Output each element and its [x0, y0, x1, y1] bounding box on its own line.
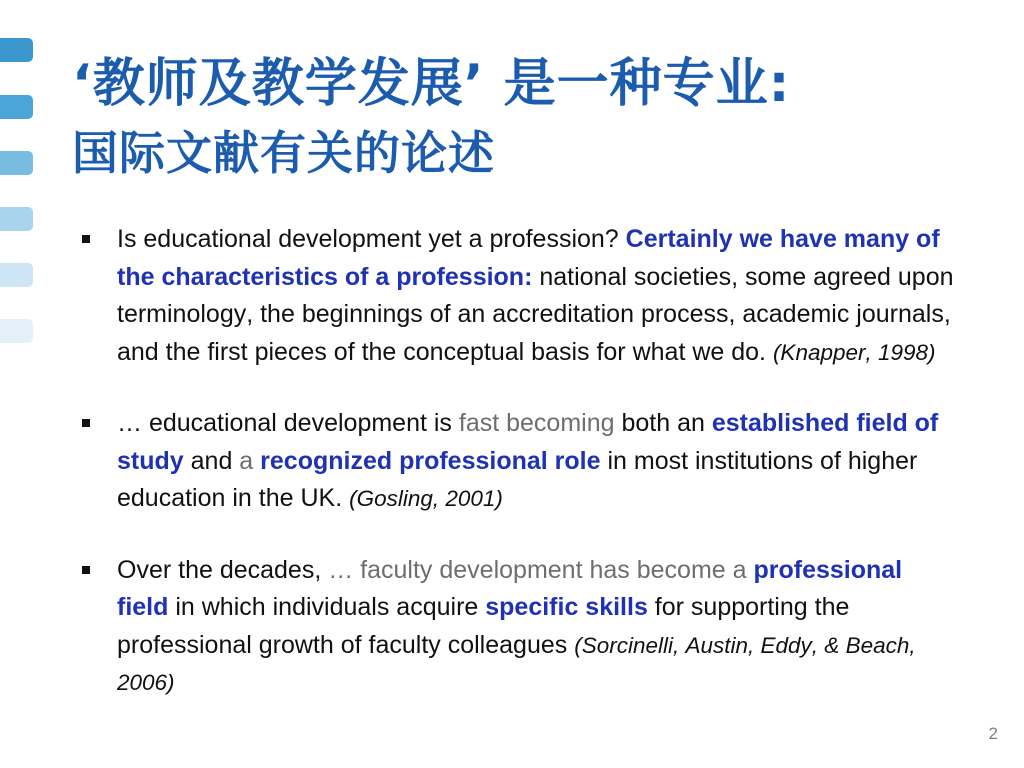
body-text: and: [183, 446, 240, 475]
bullet-paragraph: [117, 556, 916, 697]
body-text: both an: [614, 409, 712, 437]
decor-square: [0, 263, 33, 287]
bullet-item: [117, 221, 957, 371]
citation-text: (Gosling, 2001): [349, 486, 503, 511]
emphasis-text: established field of study: [117, 409, 939, 475]
bullet-list: [117, 221, 957, 736]
bullet-paragraph: [117, 409, 938, 512]
page-number: 2: [988, 724, 998, 743]
body-text: in which individuals acquire: [168, 593, 486, 621]
body-text: national societies, some agreed upon terminology, the beginnings of an accreditation process, academic journals, and the first pieces of the conceptual basis for what we do.: [117, 262, 954, 366]
citation-text: (Knapper, 1998): [772, 339, 936, 365]
emphasis-text: professional field: [117, 555, 903, 621]
bullet-paragraph: [117, 225, 954, 366]
body-text: Over the decades,: [117, 555, 329, 584]
emphasis-text: recognized professional role: [260, 446, 601, 475]
decor-square: [0, 38, 33, 62]
square-bullet-icon: [82, 419, 90, 427]
muted-text: fast becoming: [458, 409, 615, 437]
emphasis-text: Certainly we have many of the characteristics of a profession:: [117, 225, 940, 291]
body-text: for supporting the professional growth of faculty colleagues: [117, 593, 850, 659]
decor-square: [0, 95, 33, 119]
body-text: Is educational development yet a profession?: [117, 225, 626, 253]
bullet-item: [117, 552, 957, 702]
body-text: … educational development is: [117, 409, 459, 437]
decor-square: [0, 151, 33, 175]
decor-square: [0, 319, 33, 343]
decor-square: [0, 207, 33, 231]
square-bullet-icon: [82, 235, 90, 243]
square-bullet-icon: [82, 566, 90, 574]
emphasis-text: specific skills: [485, 593, 648, 621]
slide-subtitle: 国际文献有关的论述: [72, 126, 495, 180]
muted-text: a: [239, 446, 261, 475]
citation-text: (Sorcinelli, Austin, Eddy, & Beach, 2006): [117, 632, 916, 695]
body-text: in most institutions of higher education in the UK.: [117, 446, 918, 512]
muted-text: … faculty development has become a: [328, 555, 754, 584]
slide-title: ‘教师及教学发展’ 是一种专业:: [72, 54, 791, 114]
bullet-item: [117, 405, 957, 518]
